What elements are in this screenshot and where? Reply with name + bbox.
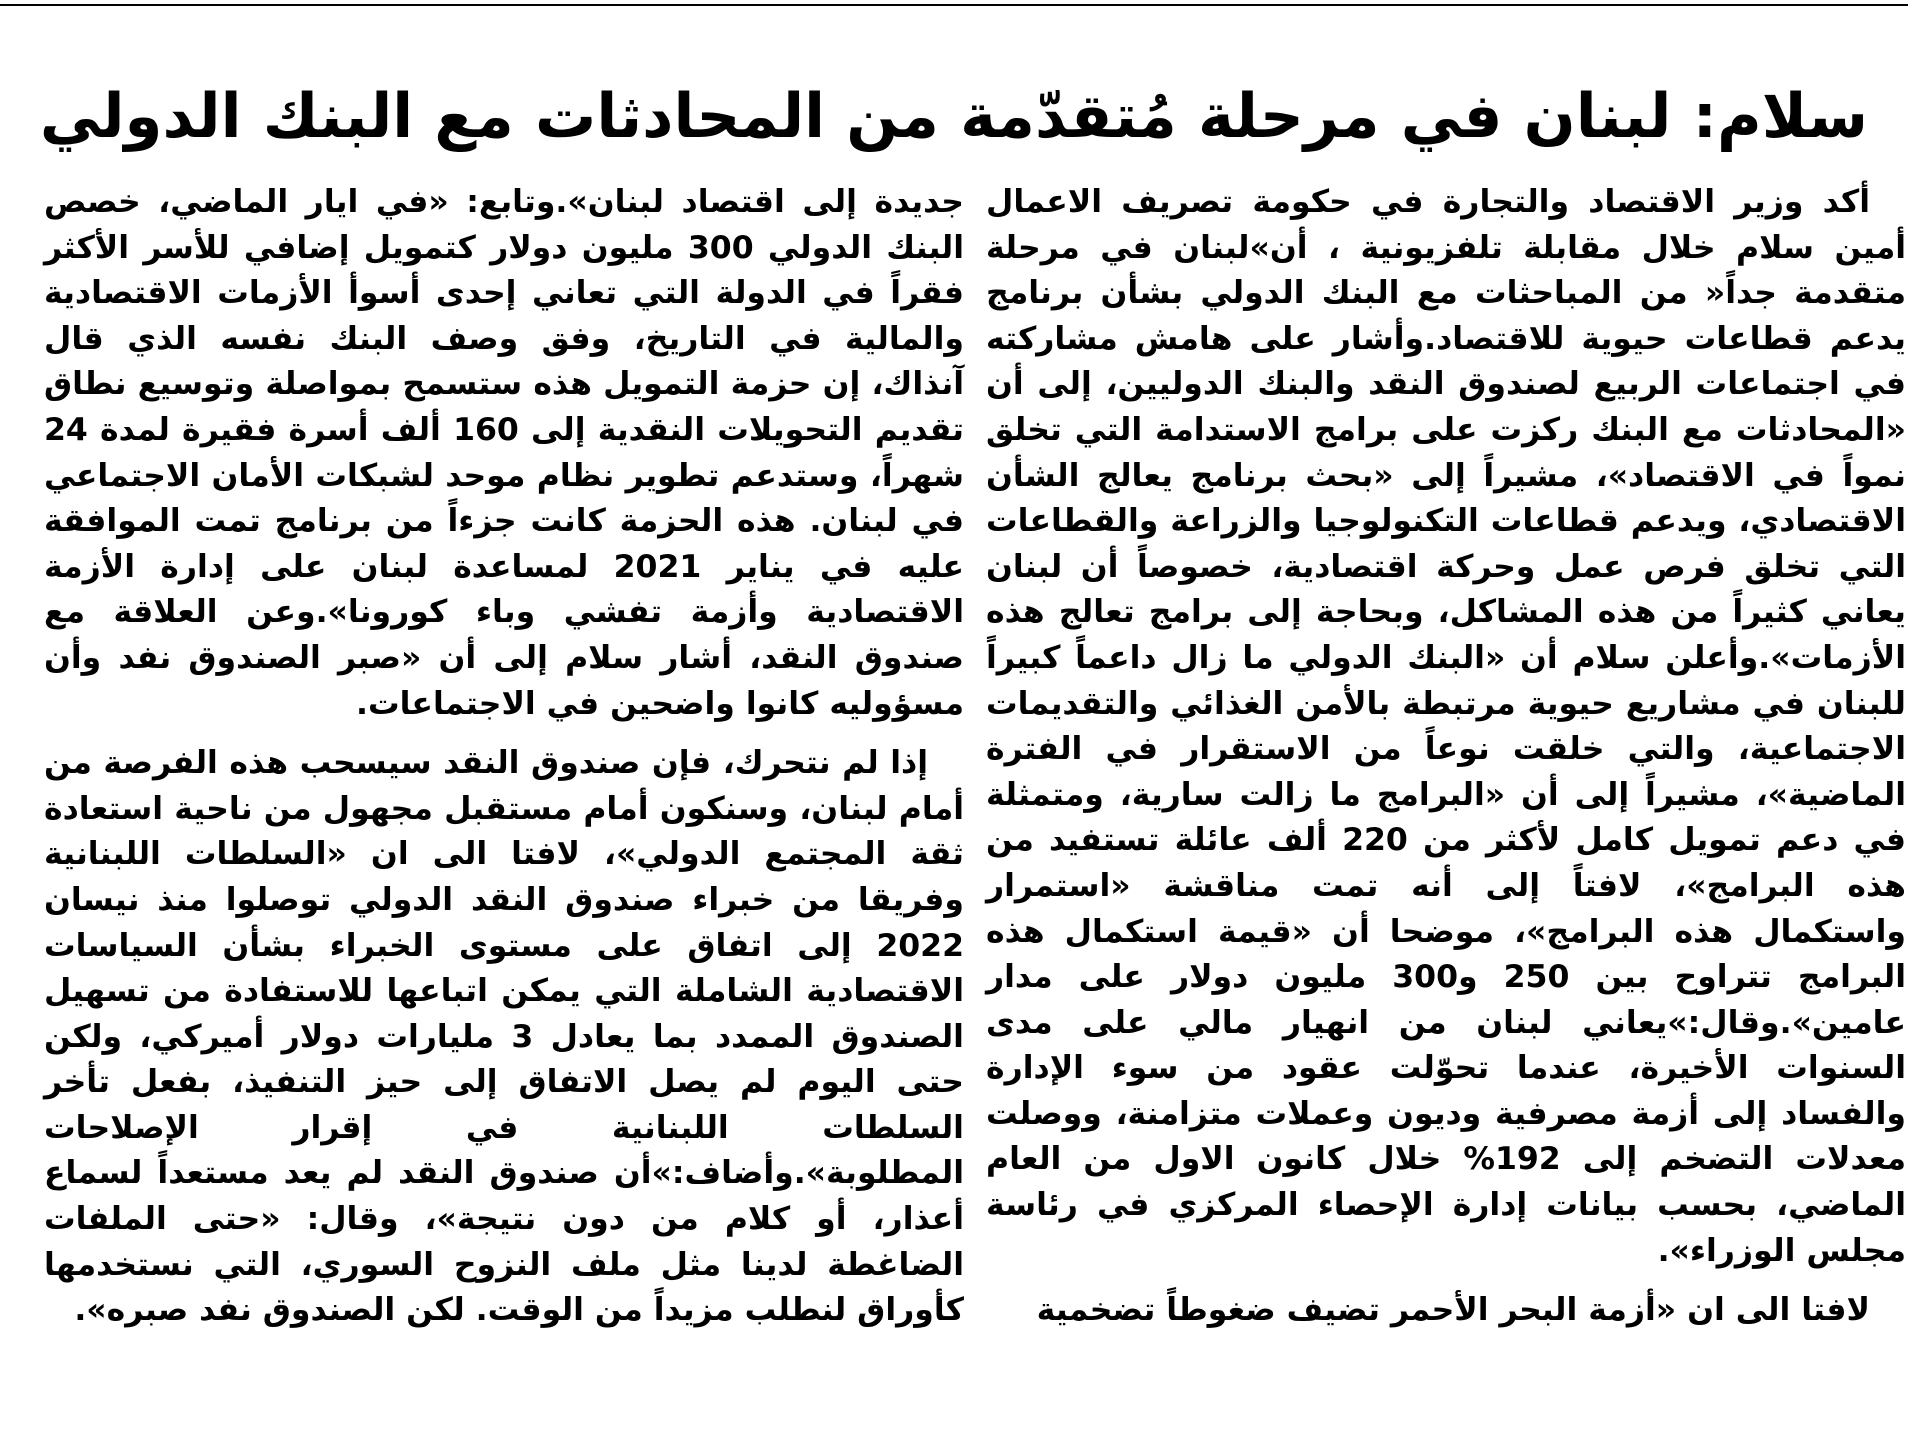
article-column-right: [986, 180, 1906, 1420]
article-column-left: [44, 180, 964, 1420]
left-column-paragraph-1: جديدة إلى اقتصاد لبنان».وتابع: «في ايار الماضي، خصص البنك الدولي 300 مليون دولار كتمويل إضافي للأسر الأكثر فقراً في الدولة التي تعاني إحدى أسوأ الأزمات الاقتصادية والمالية في التاريخ، وفق وصف البنك نفسه الذي قال آنذاك، إن حزمة التمويل هذه ستسمح بمواصلة وتوسيع نطاق تقديم التحويلات النقدية إلى 160 ألف أسرة فقيرة لمدة 24 شهراً، وستدعم تطوير نظام موحد لشبكات الأمان الاجتماعي في لبنان. هذه الحزمة كانت جزءاً من برنامج تمت الموافقة عليه في يناير 2021 لمساعدة لبنان على إدارة الأزمة الاقتصادية وأزمة تفشي وباء كورونا».وعن العلاقة مع صندوق النقد، أشار سلام إلى أن «صبر الصندوق نفد وأن مسؤوليه كانوا واضحين في الاجتماعات.: [44, 184, 964, 722]
right-column-paragraph-1: أكد وزير الاقتصاد والتجارة في حكومة تصريف الاعمال أمين سلام خلال مقابلة تلفزيونية ، أن»لبنان في مرحلة متقدمة جداً« من المباحثات مع البنك الدولي بشأن برنامج يدعم قطاعات حيوية للاقتصاد.وأشار على هامش مشاركته في اجتماعات الربيع لصندوق النقد والبنك الدوليين، إلى أن «المحادثات مع البنك ركزت على برامج الاستدامة التي تخلق نمواً في الاقتصاد»، مشيراً إلى «بحث برنامج يعالج الشأن الاقتصادي، ويدعم قطاعات التكنولوجيا والزراعة والقطاعات التي تخلق فرص عمل وحركة اقتصادية، خصوصاً أن لبنان يعاني كثيراً من هذه المشاكل، وبحاجة إلى برامج تعالج هذه الأزمات».وأعلن سلام أن «البنك الدولي ما زال داعماً كبيراً للبنان في مشاريع حيوية مرتبطة بالأمن الغذائي والتقديمات الاجتماعية، والتي خلقت نوعاً من الاستقرار في الفترة الماضية»، مشيراً إلى أن «البرامج ما زالت سارية، ومتمثلة في دعم تمويل كامل لأكثر من 220 ألف عائلة تستفيد من هذه البرامج»، لافتاً إلى أنه تمت مناقشة «استمرار واستكمال هذه البرامج»، موضحا أن «قيمة استكمال هذه البرامج تتراوح بين 250 و300 مليون دولار على مدار عامين».وقال:»يعاني لبنان من انهيار مالي على مدى السنوات الأخيرة، عندما تحوّلت عقود من سوء الإدارة والفساد إلى أزمة مصرفية وديون وعملات متزامنة، ووصلت معدلات التضخم إلى 192% خلال كانون الاول من العام الماضي، بحسب بيانات إدارة الإحصاء المركزي في رئاسة مجلس الوزراء».: [986, 184, 1907, 1269]
left-column-paragraph-2: إذا لم نتحرك، فإن صندوق النقد سيسحب هذه الفرصة من أمام لبنان، وسنكون أمام مستقبل مجهول من ناحية استعادة ثقة المجتمع الدولي»، لافتا الى ان «السلطات اللبنانية وفريقا من خبراء صندوق النقد الدولي توصلوا منذ نيسان 2022 إلى اتفاق على مستوى الخبراء بشأن السياسات الاقتصادية الشاملة التي يمكن اتباعها للاستفادة من تسهيل الصندوق الممدد بما يعادل 3 مليارات دولار أميركي، ولكن حتى اليوم لم يصل الاتفاق إلى حيز التنفيذ، بفعل تأخر السلطات اللبنانية في إقرار الإصلاحات المطلوبة».وأضاف:»أن صندوق النقد لم يعد مستعداً لسماع أعذار، أو كلام من دون نتيجة»، وقال: «حتى الملفات الضاغطة لدينا مثل ملف النزوح السوري، التي نستخدمها كأوراق لنطلب مزيداً من الوقت. لكن الصندوق نفد صبره».: [44, 745, 964, 1329]
headline: سلام: لبنان في مرحلة مُتقدّمة من المحادثات مع البنك الدولي: [39, 81, 1868, 152]
top-rule: [0, 4, 1908, 6]
right-column-paragraph-2: لافتا الى ان «أزمة البحر الأحمر تضيف ضغوطاً تضخمية: [1036, 1292, 1870, 1329]
